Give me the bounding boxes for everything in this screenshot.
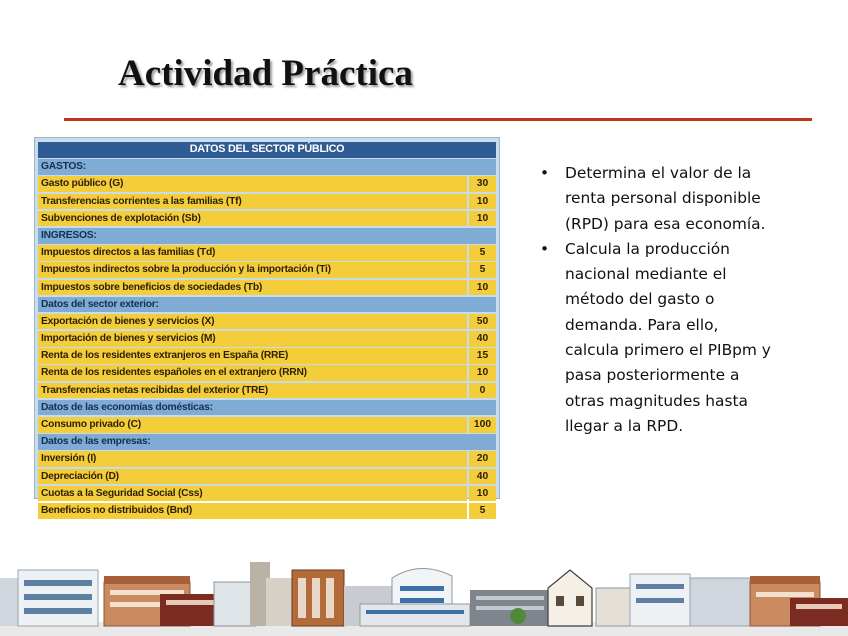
row-label: Beneficios no distribuidos (Bnd) [38,503,467,519]
table-row [38,314,496,330]
bullet-line: Determina el valor de la [565,164,752,182]
section-label: Datos de las empresas: [38,434,496,450]
table-section-row [38,434,496,450]
row-value: 5 [469,245,496,261]
row-value: 0 [469,383,496,399]
row-label: Depreciación (D) [38,469,467,485]
row-value: 100 [469,417,496,433]
title-divider [64,118,812,121]
section-label: GASTOS: [38,159,496,175]
row-label: Impuestos directos a las familias (Td) [38,245,467,261]
table-row [38,486,496,502]
row-label: Exportación de bienes y servicios (X) [38,314,467,330]
row-label: Impuestos sobre beneficios de sociedades (Tb) [38,280,467,296]
table-header-row [38,142,496,158]
row-value: 20 [469,451,496,467]
section-label: INGRESOS: [38,228,496,244]
table-row [38,451,496,467]
public-sector-data-table [34,137,500,516]
table-row [38,417,496,433]
table-section-row [38,400,496,416]
table-row [38,280,496,296]
table-row [38,348,496,364]
bullet-marker: • [540,164,550,182]
table-row [38,194,496,210]
row-label: Renta de los residentes españoles en el extranjero (RRN) [38,365,467,381]
row-value: 5 [469,262,496,278]
row-label: Impuestos indirectos sobre la producción y la importación (Ti) [38,262,467,278]
row-label: Transferencias netas recibidas del exterior (TRE) [38,383,467,399]
row-label: Importación de bienes y servicios (M) [38,331,467,347]
section-label: Datos del sector exterior: [38,297,496,313]
table-row [38,331,496,347]
bullet-line: llegar a la RPD. [565,416,684,435]
bullet-line: otras magnitudes hasta [565,391,748,410]
row-label: Inversión (I) [38,451,467,467]
table-row [38,383,496,399]
table-section-row [38,159,496,175]
row-value: 5 [469,503,496,519]
row-label: Gasto público (G) [38,176,467,192]
row-label: Consumo privado (C) [38,417,467,433]
bullet-line: calcula primero el PIBpm y [565,341,771,360]
row-value: 10 [469,486,496,502]
bullet-item [540,161,830,237]
row-value: 10 [469,280,496,296]
bullet-line: pasa posteriormente a [565,366,740,385]
table-header: DATOS DEL SECTOR PÚBLICO [189,143,345,155]
table-section-row [38,297,496,313]
table-section-row [38,228,496,244]
table-row [38,176,496,192]
table-row [38,211,496,227]
table-row [38,262,496,278]
bullet-marker: • [540,239,550,258]
bullet-line: demanda. Para ello, [565,315,719,334]
row-label: Transferencias corrientes a las familias (Tf) [38,194,467,210]
row-value: 40 [469,331,496,347]
slide-title: Actividad Práctica [118,53,413,94]
bullet-item [540,237,830,439]
activity-bullet-list [540,161,830,439]
row-value: 50 [469,314,496,330]
bullet-line: nacional mediante el [565,265,727,284]
row-value: 10 [469,194,496,210]
table-row [38,503,496,519]
row-value: 30 [469,176,496,192]
bullet-line: método del gasto o [565,290,715,309]
row-label: Subvenciones de explotación (Sb) [38,211,467,227]
table-row [38,245,496,261]
section-label: Datos de las economías domésticas: [38,400,496,416]
table-row [38,469,496,485]
row-value: 10 [469,211,496,227]
row-label: Renta de los residentes extranjeros en España (RRE) [38,348,467,364]
city-buildings-illustration [0,552,848,636]
table-row [38,365,496,381]
row-value: 15 [469,348,496,364]
row-value: 10 [469,365,496,381]
bullet-line: Calcula la producción [565,239,730,258]
row-label: Cuotas a la Seguridad Social (Css) [38,486,467,502]
bullet-line: renta personal disponible [565,189,761,208]
bullet-line: (RPD) para esa economía. [565,214,766,233]
row-value: 40 [469,469,496,485]
